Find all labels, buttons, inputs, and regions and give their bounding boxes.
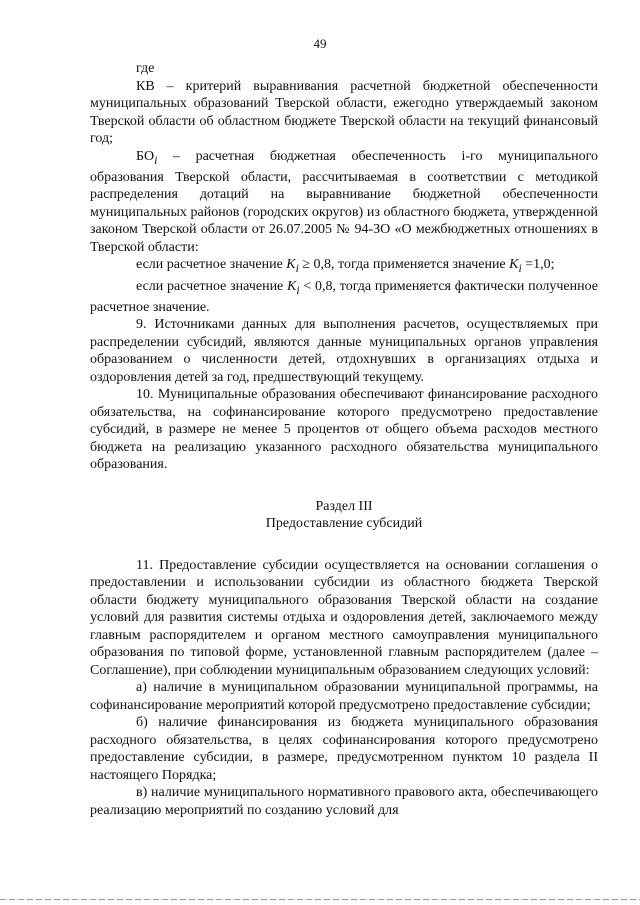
scan-edge-rule	[0, 899, 640, 900]
condition-2	[90, 278, 598, 317]
condition-2-part-a: если расчетное значение	[136, 278, 288, 294]
kv-definition: КВ – критерий выравнивания расчетной бюджетной обеспеченности муниципальных образований Тверской области, ежегодно утверждаемый законом Тверской области об областном бюджете Тверской области на текущий финансовый год;	[90, 78, 598, 146]
condition-1-part-b: ≥ 0,8, тогда применяется значение	[298, 257, 510, 273]
condition-2-sub: i	[296, 283, 300, 297]
bo-symbol: БО	[136, 148, 155, 164]
condition-1-part-a: если расчетное значение	[136, 257, 287, 273]
document-body	[90, 60, 598, 819]
condition-1	[90, 256, 598, 277]
bo-text: – расчетная бюджетная обеспеченность i-го муниципального образования Тверской области, рассчитываемая в соответствии с методикой распределения дотаций на выравнивание бюджетной обеспеченности муниципальных районов (городских округов) из областного бюджета, утвержденной законом Тверской области от 26.07.2005 № 94-ЗО «О межбюджетных отношениях в Тверской области:	[90, 148, 598, 255]
bo-subscript: i	[154, 153, 158, 167]
section-label: Раздел III	[315, 498, 373, 514]
section-title: Предоставление субсидий	[265, 516, 423, 532]
condition-b: б) наличие финансирования из бюджета муниципального образования расходного обязательства, в целях софинансирования которого предусмотрено предоставление субсидии, в размере, предусмотренном пунктом 10 раздела II настоящего Порядка;	[90, 715, 598, 783]
page-number: 49	[313, 36, 327, 51]
condition-2-part-b: < 0,8, тогда применяется фактически полученное расчетное значение.	[90, 278, 599, 315]
condition-1-sub2: i	[518, 262, 522, 276]
condition-1-sub: i	[295, 262, 299, 276]
condition-2-var: K	[287, 278, 297, 294]
bo-definition	[90, 148, 598, 257]
condition-1-var2: K	[509, 257, 519, 273]
condition-1-var: K	[286, 257, 296, 273]
paragraph-11: 11. Предоставление субсидии осуществляется на основании соглашения о предоставлении и использовании субсидии из областного бюджета Тверской области бюджету муниципального образования Тверской области на создание условий для развития системы отдыха и оздоровления детей, заключаемого между главным распорядителем и органом местного самоуправления муниципального образования по типовой форме, установленной главным распорядителем (далее – Соглашение), при соблюдении муниципальным образованием следующих условий:	[90, 557, 598, 678]
condition-a: а) наличие в муниципальном образовании муниципальной программы, на софинансирование мероприятий которой предусмотрено предоставление субсидии;	[90, 680, 598, 713]
paragraph-10: 10. Муниципальные образования обеспечивают финансирование расходного обязательства, на софинансирование которого предусмотрено предоставление субсидий, в размере не менее 5 процентов от общего объема расходов местного бюджета на реализацию указанного расходного обязательства муниципального образования.	[90, 387, 598, 473]
paragraph-9: 9. Источниками данных для выполнения расчетов, осуществляемых при распределении субсидий, являются данные муниципальных органов управления образованием о численности детей, отдохнувших в организациях отдыха и оздоровления детей за год, предшествующий текущему.	[90, 317, 598, 385]
condition-c: в) наличие муниципального нормативного правового акта, обеспечивающего реализацию мероприятий по созданию условий для	[90, 785, 598, 818]
condition-1-part-c: =1,0;	[521, 257, 555, 273]
intro-text: где	[136, 61, 155, 76]
